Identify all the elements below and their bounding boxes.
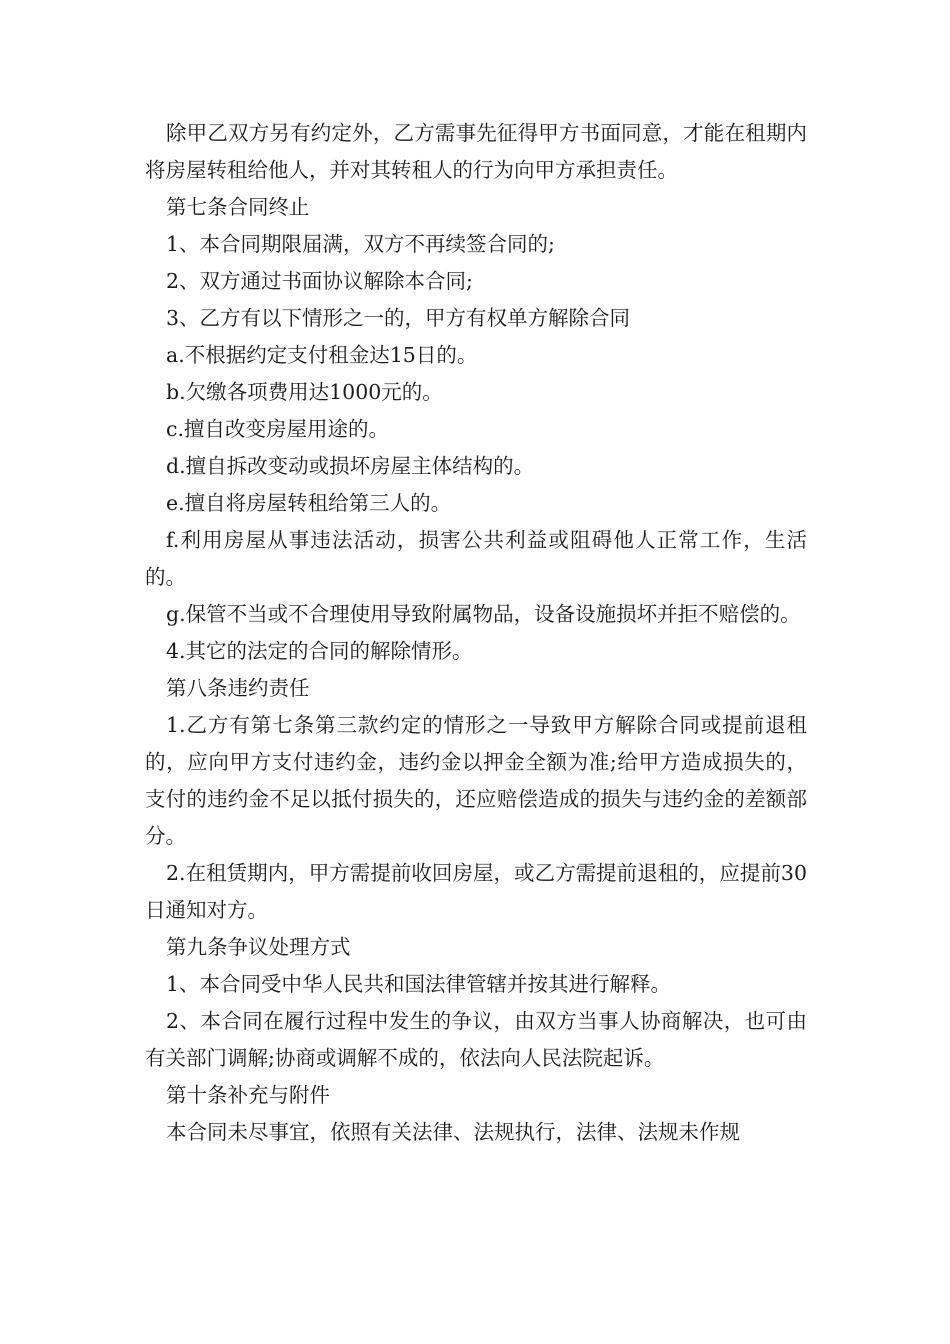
clause-7-3-g: g.保管不当或不合理使用导致附属物品，设备设施损坏并拒不赔偿的。 xyxy=(166,602,801,626)
clause-10-text: 本合同未尽事宜，依照有关法律、法规执行，法律、法规未作规 xyxy=(166,1120,740,1144)
clause-7-1: 1、本合同期限届满，双方不再续签合同的; xyxy=(166,232,555,256)
clause-7-3-a: a.不根据约定支付租金达15日的。 xyxy=(166,343,478,367)
clause-7-3-f: f.利用房屋从事违法活动，损害公共利益或阻碍他人正常工作，生活的。 xyxy=(145,528,807,589)
clause-7-3-e: e.擅自将房屋转租给第三人的。 xyxy=(166,491,452,515)
clause-7-3: 3、乙方有以下情形之一的，甲方有权单方解除合同 xyxy=(166,306,631,330)
clause-8-1: 1.乙方有第七条第三款约定的情形之一导致甲方解除合同或提前退租的，应向甲方支付违约金，违约金以押金全额为准;给甲方造成损失的，支付的违约金不足以抵付损失的，还应赔偿造成的损失与违约金的差额部分。 xyxy=(145,713,807,848)
clause-8-2: 2.在租赁期内，甲方需提前收回房屋，或乙方需提前退租的，应提前30日通知对方。 xyxy=(145,861,807,922)
clause-9-1: 1、本合同受中华人民共和国法律管辖并按其进行解释。 xyxy=(166,972,672,996)
paragraph-sublease: 除甲乙双方另有约定外，乙方需事先征得甲方书面同意，才能在租期内将房屋转租给他人，并对其转租人的行为向甲方承担责任。 xyxy=(145,121,807,182)
heading-article-8: 第八条违约责任 xyxy=(166,676,310,700)
heading-article-9: 第九条争议处理方式 xyxy=(166,935,351,959)
heading-article-10: 第十条补充与附件 xyxy=(166,1083,330,1107)
clause-7-4: 4.其它的法定的合同的解除情形。 xyxy=(166,639,473,663)
clause-7-2: 2、双方通过书面协议解除本合同; xyxy=(166,269,473,293)
clause-9-2: 2、本合同在履行过程中发生的争议，由双方当事人协商解决，也可由有关部门调解;协商或调解不成的，依法向人民法院起诉。 xyxy=(145,1009,807,1070)
clause-7-3-d: d.擅自拆改变动或损坏房屋主体结构的。 xyxy=(166,454,535,478)
clause-7-3-c: c.擅自改变房屋用途的。 xyxy=(166,417,389,441)
document-body xyxy=(145,115,807,1151)
clause-7-3-b: b.欠缴各项费用达1000元的。 xyxy=(166,380,443,404)
heading-article-7: 第七条合同终止 xyxy=(166,195,310,219)
